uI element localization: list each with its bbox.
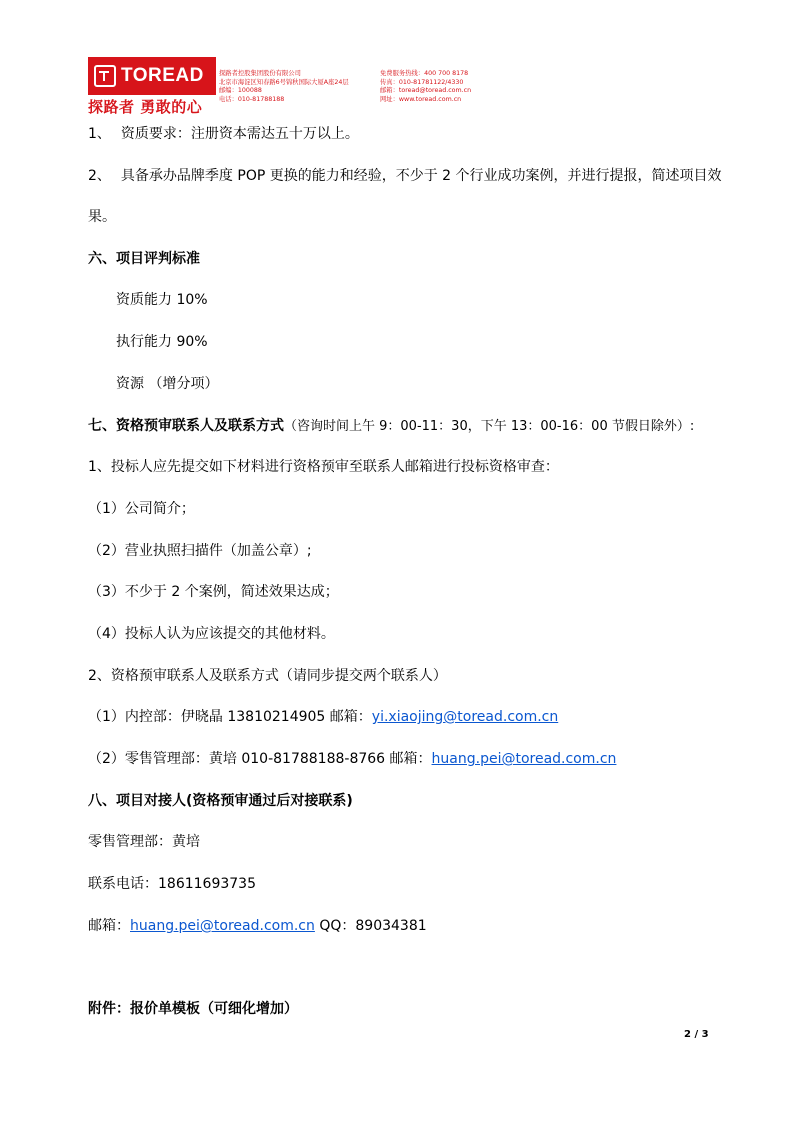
section-6-title: 六、项目评判标准 <box>88 251 200 267</box>
requirement-2-continued: 果。 <box>88 209 116 225</box>
requirement-1 <box>88 124 359 144</box>
company-info <box>219 70 349 105</box>
company-phone: 电话：010-81788188 <box>219 96 285 104</box>
material-2: （2）营业执照扫描件（加盖公章）; <box>88 543 312 559</box>
service-info <box>380 70 471 105</box>
service-website: 网址：www.toread.com.cn <box>380 96 462 104</box>
contact-1 <box>88 707 558 727</box>
toread-logo <box>88 57 216 95</box>
logo-text: TOREAD <box>121 65 204 86</box>
company-address: 北京市海淀区知春路6号锦秋国际大厦A座24层 <box>219 78 349 86</box>
criterion-execution: 执行能力 90% <box>116 334 208 350</box>
section-7-item-1: 1、投标人应先提交如下材料进行资格预审至联系人邮箱进行投标资格审查： <box>88 459 559 475</box>
requirement-1-text: 资质要求：注册资本需达五十万以上。 <box>120 126 359 142</box>
section-8-email-link[interactable]: huang.pei@toread.com.cn <box>130 918 315 934</box>
section-8-phone: 联系电话：18611693735 <box>88 876 256 892</box>
requirement-2-number: 2、 <box>88 168 111 184</box>
section-8-qq: QQ：89034381 <box>314 918 427 934</box>
material-1: （1）公司简介； <box>88 501 195 517</box>
material-4: （4）投标人认为应该提交的其他材料。 <box>88 626 335 642</box>
company-name: 探路者控股集团股份有限公司 <box>219 70 301 77</box>
section-8-contact <box>88 916 427 936</box>
attachment-title: 附件：报价单模板（可细化增加） <box>88 1001 298 1017</box>
service-fax: 传真：010-81781122/4330 <box>380 78 464 86</box>
contact-1-info: （1）内控部：伊晓晶 13810214905 邮箱： <box>88 709 372 725</box>
section-7-title: 七、资格预审联系人及联系方式 <box>88 418 284 434</box>
material-3: （3）不少于 2 个案例，简述效果达成； <box>88 584 339 600</box>
criterion-qualification: 资质能力 10% <box>116 292 208 308</box>
page-number: 2 / 3 <box>684 1029 709 1040</box>
section-8-email-label: 邮箱： <box>88 918 130 934</box>
requirement-2 <box>88 166 722 186</box>
section-8-department: 零售管理部：黄培 <box>88 834 200 850</box>
contact-1-email-link[interactable]: yi.xiaojing@toread.com.cn <box>371 709 559 725</box>
brand-slogan: 探路者 勇敢的心 <box>88 98 203 116</box>
section-7-note: （咨询时间上午 9：00-11：30，下午 13：00-16：00 节假日除外）: <box>284 419 695 434</box>
contact-2-email-link[interactable]: huang.pei@toread.com.cn <box>431 751 617 767</box>
requirement-2-text: 具备承办品牌季度 POP 更换的能力和经验，不少于 2 个行业成功案例，并进行提报，简述项目效 <box>120 168 722 184</box>
service-email: 邮箱：toread@toread.com.cn <box>380 87 472 95</box>
section-7-heading <box>88 416 694 437</box>
toread-emblem-icon <box>94 65 116 87</box>
contact-2 <box>88 749 616 769</box>
section-7-item-2: 2、资格预审联系人及联系方式（请同步提交两个联系人） <box>88 668 447 684</box>
contact-2-info: （2）零售管理部：黄培 010-81788188-8766 邮箱： <box>88 751 432 767</box>
criterion-resources: 资源 （增分项） <box>116 376 219 392</box>
requirement-1-number: 1、 <box>88 126 111 142</box>
section-8-title: 八、项目对接人(资格预审通过后对接联系) <box>88 793 353 809</box>
company-postcode: 邮编：100088 <box>219 87 262 95</box>
service-hotline: 免费服务热线：400 700 8178 <box>380 70 469 77</box>
